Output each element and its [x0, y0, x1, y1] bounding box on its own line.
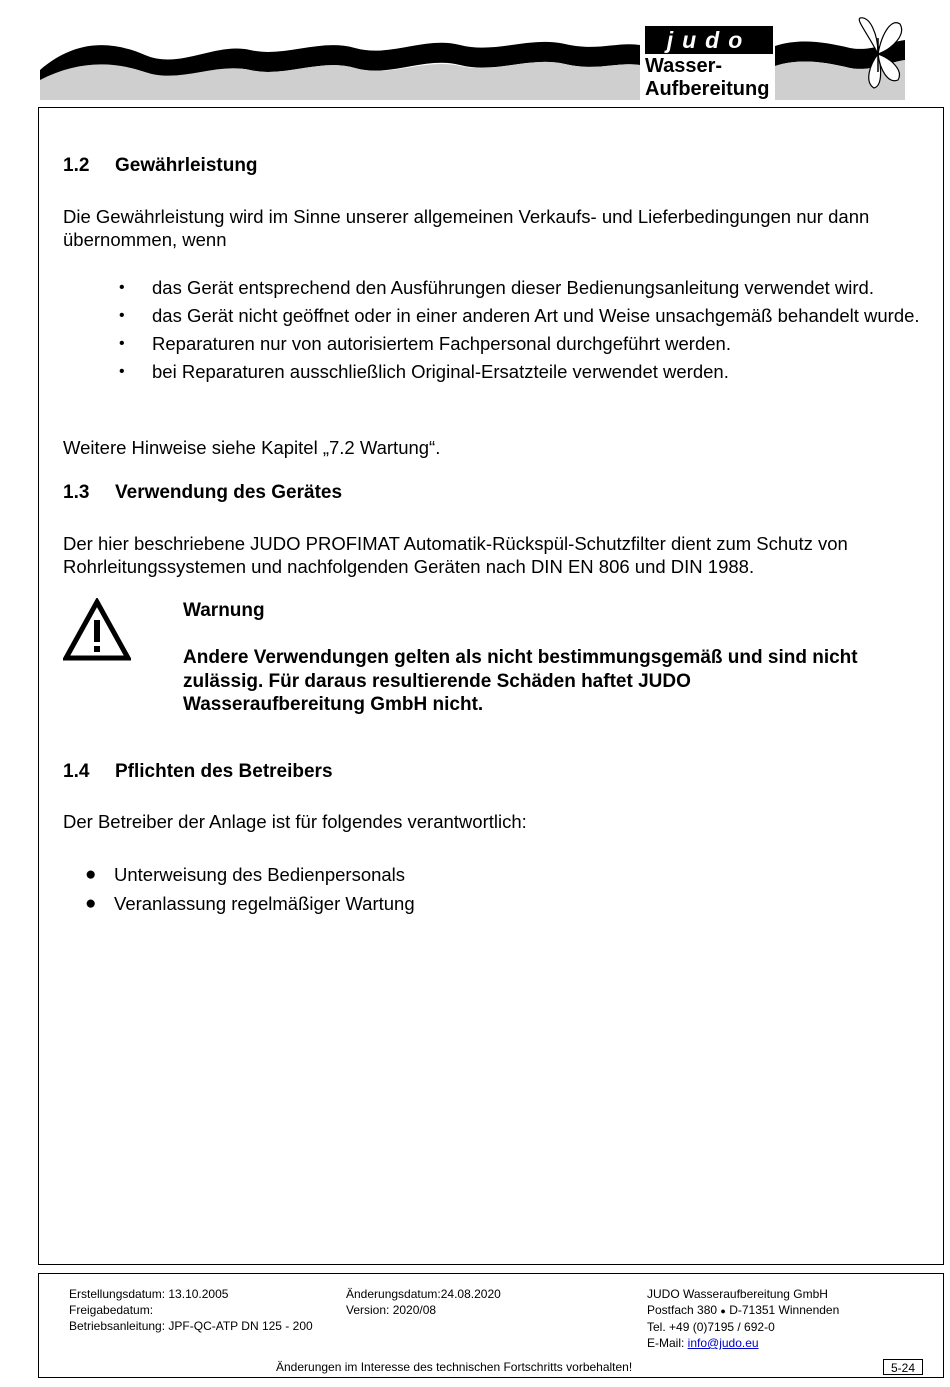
- bullet-icon: ●: [85, 864, 97, 885]
- footer-revision-info: [346, 1286, 501, 1318]
- warning-triangle-icon: [63, 598, 131, 662]
- section-text: Der hier beschriebene JUDO PROFIMAT Automatik-Rückspül-Schutzfilter dient zum Schutz von Rohrleitungssystemen und nachfolgenden Geräten nach DIN EN 806 und DIN 1988.: [63, 533, 848, 577]
- footer-company-info: [647, 1286, 839, 1351]
- footer-document-info: [69, 1286, 313, 1334]
- warning-title: Warnung: [183, 600, 265, 621]
- logo-text-line2: Aufbereitung: [645, 78, 770, 100]
- section-number: 1.3: [63, 482, 90, 503]
- postbox: Postfach 380: [647, 1303, 718, 1317]
- created-date: Erstellungsdatum: 13.10.2005: [69, 1287, 229, 1301]
- section-heading-1-3: [63, 481, 342, 505]
- bullet-icon: •: [119, 363, 125, 380]
- company-phone: Tel. +49 (0)7195 / 692-0: [647, 1320, 775, 1334]
- bullet-icon: •: [119, 335, 125, 352]
- logo-text-line1: Wasser-: [645, 55, 723, 77]
- section-note: Weitere Hinweise siehe Kapitel „7.2 Wartung“.: [63, 437, 441, 458]
- section-title: Pflichten des Betreibers: [115, 761, 333, 782]
- footer-notice: Änderungen im Interesse des technischen Fortschritts vorbehalten!: [276, 1360, 633, 1374]
- company-email-row: [647, 1335, 839, 1351]
- judo-logo: judo: [645, 26, 773, 54]
- list-item-text: das Gerät nicht geöffnet oder in einer anderen Art und Weise unsachgemäß behandelt wurde.: [152, 305, 920, 326]
- section-number: 1.2: [63, 155, 90, 176]
- section-heading-1-4: [63, 760, 333, 784]
- list-item: [63, 359, 923, 385]
- list-item-text: Reparaturen nur von autorisiertem Fachpersonal durchgeführt werden.: [152, 333, 731, 354]
- section-number: 1.4: [63, 761, 90, 782]
- section-title: Gewährleistung: [115, 155, 258, 176]
- header-wave-banner: [0, 0, 950, 110]
- company-name: JUDO Wasseraufbereitung GmbH: [647, 1287, 828, 1301]
- warning-text: Andere Verwendungen gelten als nicht bestimmungsgemäß und sind nicht zulässig. Für daraus resultierende Schäden haftet JUDO Wasseraufbereitung GmbH nicht.: [183, 647, 858, 715]
- section-heading-1-2: [63, 154, 258, 178]
- version: Version: 2020/08: [346, 1303, 437, 1317]
- email-label: E-Mail:: [647, 1336, 688, 1350]
- company-address: [647, 1302, 839, 1319]
- release-date: Freigabedatum:: [69, 1303, 154, 1317]
- change-date: Änderungsdatum:24.08.2020: [346, 1287, 501, 1301]
- manual-id: Betriebsanleitung: JPF-QC-ATP DN 125 - 200: [69, 1319, 313, 1333]
- email-link[interactable]: info@judo.eu: [687, 1336, 759, 1350]
- list-item: [63, 275, 923, 301]
- page-number: 5-24: [883, 1359, 923, 1375]
- operator-duties-list: [63, 860, 415, 918]
- bullet-icon: •: [119, 307, 125, 324]
- list-item: [63, 889, 415, 918]
- separator-dot-icon: ●: [720, 1306, 726, 1316]
- bullet-icon: •: [119, 279, 125, 296]
- list-item: [63, 303, 923, 329]
- list-item-text: Veranlassung regelmäßiger Wartung: [114, 893, 415, 914]
- section-intro: Der Betreiber der Anlage ist für folgendes verantwortlich:: [63, 811, 527, 832]
- section-intro: Die Gewährleistung wird im Sinne unserer allgemeinen Verkaufs- und Lieferbedingungen nur dann übernommen, wenn: [63, 206, 870, 250]
- bullet-icon: ●: [85, 893, 97, 914]
- list-item-text: Unterweisung des Bedienpersonals: [114, 864, 406, 885]
- list-item-text: bei Reparaturen ausschließlich Original-Ersatzteile verwendet werden.: [152, 361, 729, 382]
- list-item-text: das Gerät entsprechend den Ausführungen dieser Bedienungsanleitung verwendet wird.: [152, 277, 874, 298]
- section-title: Verwendung des Gerätes: [115, 482, 343, 503]
- city: D-71351 Winnenden: [729, 1303, 840, 1317]
- butterfly-icon: [848, 14, 908, 92]
- warranty-conditions-list: [63, 275, 923, 387]
- list-item: [63, 331, 923, 357]
- list-item: [63, 860, 415, 889]
